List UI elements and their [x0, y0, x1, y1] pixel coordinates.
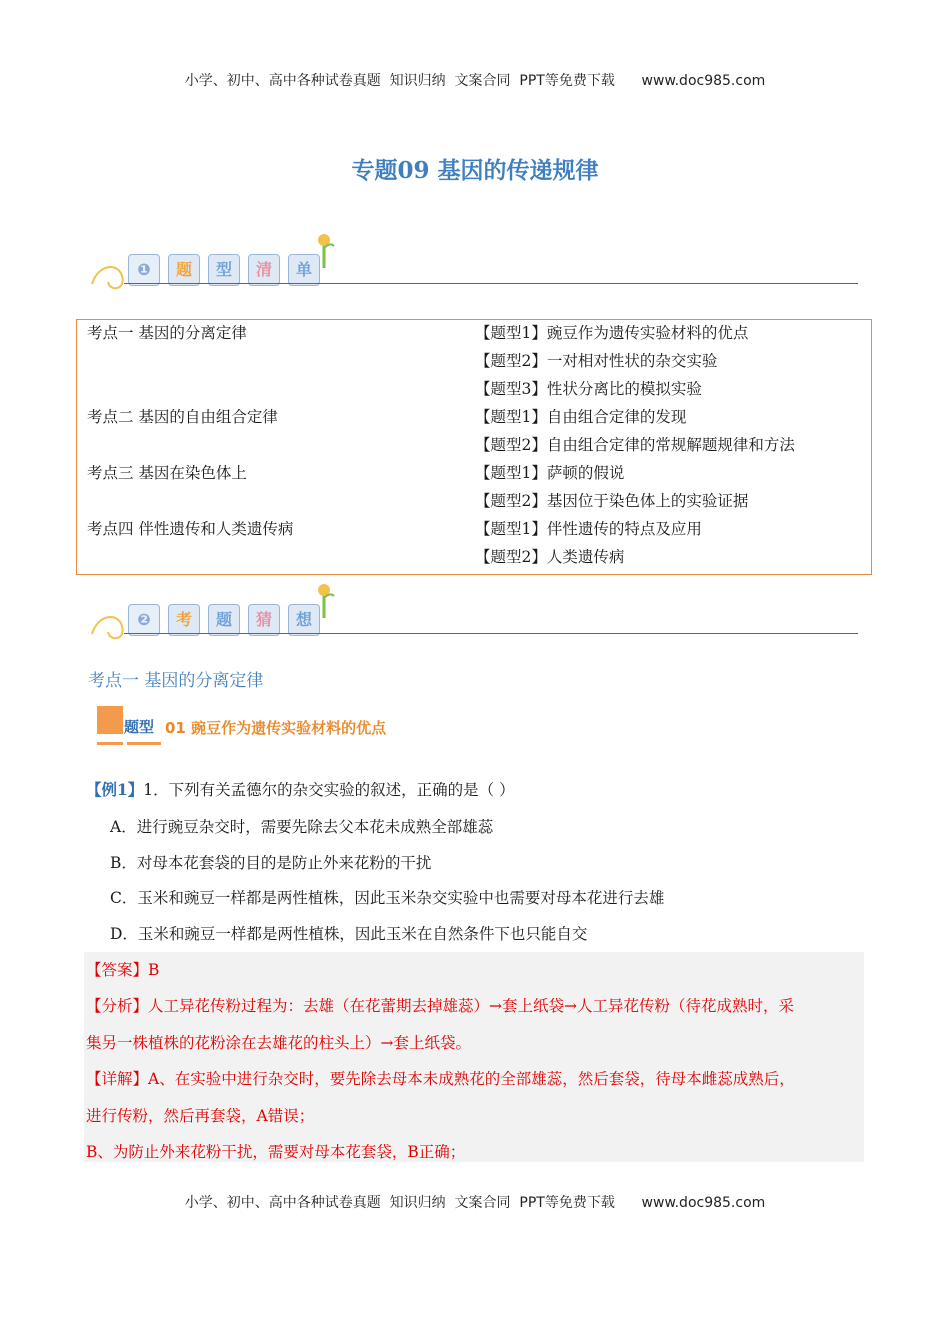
page-footer: 小学、初中、高中各种试卷真题 知识归纳 文案合同 PPT等免费下载 www.doc985.com	[184, 1195, 766, 1211]
question-type-list	[76, 319, 872, 575]
banner-char-chip: 猜	[248, 604, 280, 636]
question-type: 【题型2】基因位于染色体上的实验证据	[475, 492, 749, 510]
banner-char-chip: 题	[208, 604, 240, 636]
exam-point-heading: 考点一 基因的分离定律	[88, 671, 264, 691]
banner-char-chip: 题	[168, 254, 200, 286]
question-type-title: 01 豌豆作为遗传实验材料的优点	[165, 719, 387, 737]
section-banner-exam-predictions	[88, 578, 858, 648]
question-type: 【题型1】豌豆作为遗传实验材料的优点	[475, 324, 749, 342]
answer-line: 【答案】B	[86, 961, 160, 979]
badge-bar	[127, 742, 161, 745]
option-c: C．玉米和豌豆一样都是两性植株，因此玉米杂交实验中也需要对母本花进行去雄	[110, 889, 665, 907]
question-type: 【题型3】性状分离比的模拟实验	[475, 380, 702, 398]
section-banner-question-types	[88, 228, 858, 298]
banner-number-badge: ❷	[128, 604, 160, 636]
exam-point: 考点四 伴性遗传和人类遗传病	[87, 520, 294, 538]
banner-char-chip: 单	[288, 254, 320, 286]
question-type: 【题型2】一对相对性状的杂交实验	[475, 352, 718, 370]
banner-underline	[124, 633, 858, 634]
exam-point: 考点一 基因的分离定律	[87, 324, 247, 342]
option-b: B．对母本花套袋的目的是防止外来花粉的干扰	[110, 854, 432, 872]
page-title: 专题09 基因的传递规律	[351, 157, 599, 184]
banner-char-chip: 考	[168, 604, 200, 636]
question-text: 1．下列有关孟德尔的杂交实验的叙述，正确的是（ ）	[143, 781, 515, 799]
detail-line: B、为防止外来花粉干扰，需要对母本花套袋，B正确；	[86, 1143, 466, 1161]
banner-char-chip: 想	[288, 604, 320, 636]
question-type: 【题型2】人类遗传病	[475, 548, 625, 566]
example-label: 【例1】	[86, 780, 144, 799]
question-type: 【题型1】伴性遗传的特点及应用	[475, 520, 702, 538]
detail-line: 【详解】A、在实验中进行杂交时，要先除去母本未成熟花的全部雄蕊，然后套袋，待母本雌蕊成熟后，	[86, 1070, 795, 1088]
analysis-line: 集另一株植株的花粉涂在去雄花的柱头上）→套上纸袋。	[86, 1034, 471, 1052]
badge-label: 题型	[124, 718, 155, 736]
banner-number-badge: ❶	[128, 254, 160, 286]
page-header: 小学、初中、高中各种试卷真题 知识归纳 文案合同 PPT等免费下载 www.doc985.com	[184, 73, 766, 89]
badge-square-icon	[97, 706, 123, 734]
option-d: D．玉米和豌豆一样都是两性植株，因此玉米在自然条件下也只能自交	[110, 925, 588, 943]
banner-char-chip: 型	[208, 254, 240, 286]
banner-underline	[124, 283, 858, 284]
option-a: A．进行豌豆杂交时，需要先除去父本花未成熟全部雄蕊	[110, 818, 494, 836]
badge-bar	[97, 742, 123, 745]
question-type: 【题型1】萨顿的假说	[475, 464, 625, 482]
detail-line: 进行传粉，然后再套袋，A错误；	[86, 1107, 315, 1125]
answer-analysis-box	[84, 952, 864, 1162]
exam-point: 考点二 基因的自由组合定律	[87, 408, 278, 426]
question-type: 【题型2】自由组合定律的常规解题规律和方法	[475, 436, 795, 454]
exam-point: 考点三 基因在染色体上	[87, 464, 247, 482]
example-question-stem	[86, 778, 515, 800]
banner-char-chip: 清	[248, 254, 280, 286]
question-type-badge	[97, 706, 167, 746]
question-type: 【题型1】自由组合定律的发现	[475, 408, 687, 426]
analysis-line: 【分析】人工异花传粉过程为：去雄（在花蕾期去掉雄蕊）→套上纸袋→人工异花传粉（待花成熟时，采	[86, 997, 794, 1015]
